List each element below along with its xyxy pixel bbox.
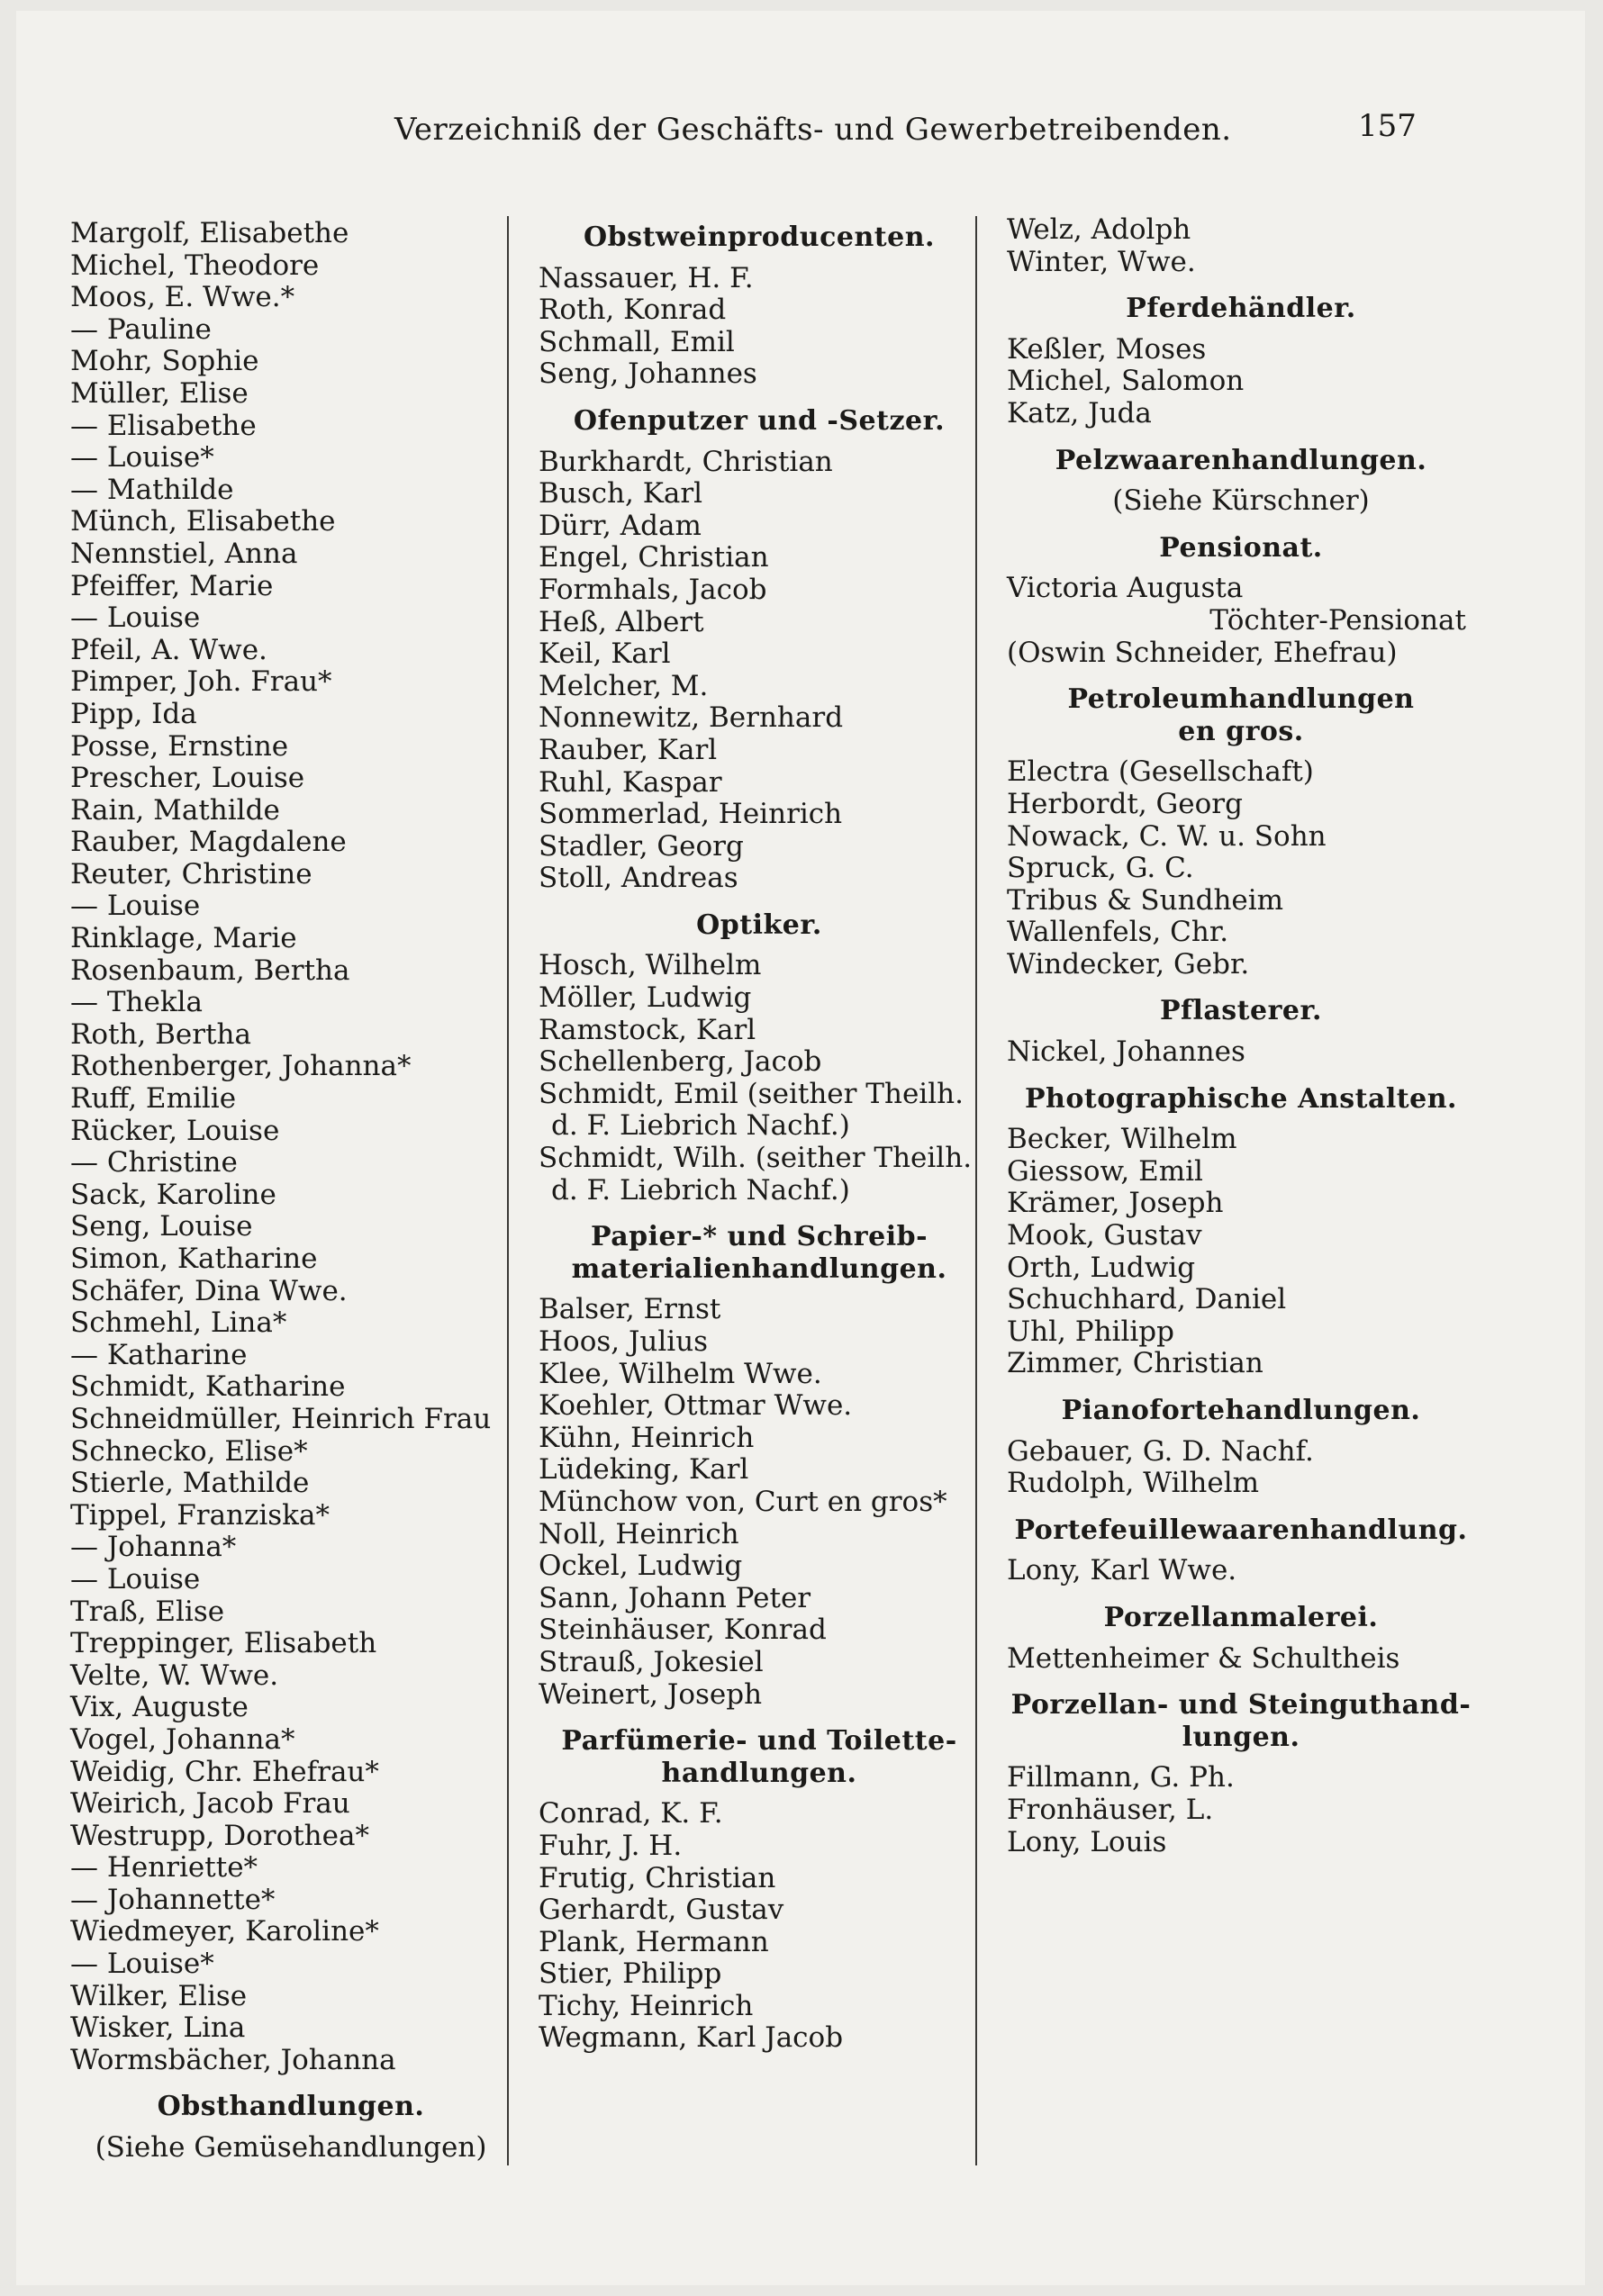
- list-item: Vogel, Johanna*: [70, 1722, 295, 1756]
- section-heading-line: Petroleumhandlungen: [1067, 683, 1415, 716]
- list-item: Möller, Ludwig: [539, 981, 752, 1015]
- name-list: [1007, 1643, 1475, 1676]
- section-heading: Pflasterer.: [1159, 995, 1323, 1027]
- list-item: Prescher, Louise: [70, 762, 305, 795]
- list-item: Treppinger, Elisabeth: [70, 1627, 377, 1660]
- list-item: Sommerlad, Heinrich: [539, 798, 843, 831]
- list-item: Steinhäuser, Konrad: [539, 1614, 827, 1647]
- list-item: — Louise*: [70, 1948, 214, 1981]
- list-item: Plank, Hermann: [539, 1925, 769, 1958]
- list-item: Krämer, Joseph: [1007, 1187, 1224, 1220]
- list-item: Seng, Johannes: [539, 357, 757, 391]
- list-item: — Pauline: [70, 312, 212, 346]
- list-item: Schmall, Emil: [539, 325, 735, 358]
- list-item: Rothenberger, Johanna*: [70, 1050, 412, 1083]
- list-item: Fronhäuser, L.: [1007, 1793, 1214, 1826]
- section-heading: [539, 1221, 980, 1285]
- list-item: Rudolph, Wilhelm: [1007, 1467, 1260, 1500]
- list-item: Wormsbächer, Johanna: [70, 2043, 396, 2076]
- section-heading-line: materialienhandlungen.: [571, 1252, 947, 1285]
- list-item: Katz, Juda: [1007, 396, 1152, 429]
- list-item: Reuter, Christine: [70, 857, 312, 890]
- list-item: Keßler, Moses: [1007, 332, 1207, 366]
- list-item-continuation: (Oswin Schneider, Ehefrau): [1007, 636, 1398, 669]
- section-heading: Obsthandlungen.: [157, 2091, 425, 2123]
- name-list: [539, 263, 980, 391]
- list-item: Lüdeking, Karl: [539, 1453, 749, 1487]
- section-heading-line: Porzellan- und Steinguthand-: [1010, 1689, 1472, 1722]
- list-item: Pfeiffer, Marie: [70, 569, 274, 602]
- list-item: Velte, W. Wwe.: [70, 1659, 279, 1692]
- list-item: Rain, Mathilde: [70, 793, 280, 827]
- list-item: Rauber, Magdalene: [70, 826, 347, 859]
- list-item: Münch, Elisabethe: [70, 505, 336, 538]
- section-heading: [1007, 1689, 1475, 1753]
- list-item: Wegmann, Karl Jacob: [539, 2021, 844, 2055]
- section-heading: Obstweinproducenten.: [584, 221, 935, 253]
- section-heading: [539, 1725, 980, 1789]
- column-2: [539, 214, 980, 2055]
- list-item: Hoos, Julius: [539, 1325, 709, 1358]
- list-item: Weinert, Joseph: [539, 1677, 763, 1711]
- list-item: Koehler, Ottmar Wwe.: [539, 1389, 853, 1423]
- list-item: Schäfer, Dina Wwe.: [70, 1274, 348, 1307]
- list-item: Rinklage, Marie: [70, 922, 297, 955]
- list-item: Giessow, Emil: [1007, 1154, 1203, 1188]
- list-item: — Elisabethe: [70, 409, 257, 442]
- list-item: Schmidt, Emil (seither Theilh.: [539, 1077, 964, 1110]
- list-item: Rauber, Karl: [539, 733, 718, 766]
- list-item: Noll, Heinrich: [539, 1517, 739, 1550]
- list-item: Margolf, Elisabethe: [70, 217, 349, 249]
- list-item: Vix, Auguste: [70, 1691, 249, 1724]
- list-item: — Louise: [70, 601, 201, 635]
- list-item: Heß, Albert: [539, 605, 704, 638]
- name-list: [539, 1294, 980, 1711]
- name-list: [1007, 1436, 1475, 1500]
- list-item-continuation: d. F. Liebrich Nachf.): [551, 1109, 850, 1143]
- list-item: Engel, Christian: [539, 541, 769, 574]
- list-item: Ockel, Ludwig: [539, 1550, 743, 1583]
- list-item: Lony, Louis: [1007, 1825, 1167, 1858]
- list-item: Wallenfels, Chr.: [1007, 916, 1229, 949]
- list-item: Nennstiel, Anna: [70, 537, 298, 570]
- list-item: Posse, Ernstine: [70, 729, 289, 763]
- list-item: Kühn, Heinrich: [539, 1421, 755, 1454]
- section-heading: Optiker.: [696, 908, 822, 941]
- list-item: Michel, Salomon: [1007, 365, 1245, 398]
- list-item: Conrad, K. F.: [539, 1797, 723, 1830]
- page: [16, 11, 1585, 2285]
- list-item: Westrupp, Dorothea*: [70, 1819, 369, 1852]
- name-list: [539, 447, 980, 895]
- list-item: Wiedmeyer, Karoline*: [70, 1915, 379, 1948]
- list-item: — Katharine: [70, 1338, 248, 1371]
- list-item: Schneidmüller, Heinrich Frau: [70, 1402, 492, 1435]
- list-item: Lony, Karl Wwe.: [1007, 1554, 1237, 1587]
- list-item: Windecker, Gebr.: [1007, 947, 1250, 981]
- section-heading: Photographische Anstalten.: [1024, 1082, 1458, 1115]
- name-list: [1007, 756, 1475, 981]
- list-item: Traß, Elise: [70, 1595, 225, 1628]
- list-item: Roth, Bertha: [70, 1017, 251, 1051]
- name-list: [1007, 1036, 1475, 1069]
- list-item: Nonnewitz, Bernhard: [539, 701, 844, 735]
- list-item: Victoria Augusta: [1007, 572, 1244, 605]
- section-heading-line: handlungen.: [661, 1757, 857, 1789]
- list-item: Michel, Theodore: [70, 249, 320, 282]
- section-heading-line: lungen.: [1182, 1721, 1300, 1753]
- list-item: Uhl, Philipp: [1007, 1315, 1174, 1348]
- list-item: Herbordt, Georg: [1007, 787, 1243, 820]
- section-heading: [1007, 683, 1475, 747]
- list-item: Burkhardt, Christian: [539, 445, 833, 478]
- list-item: Stierle, Mathilde: [70, 1467, 310, 1500]
- list-item: Nickel, Johannes: [1007, 1035, 1245, 1069]
- list-item: Welz, Adolph: [1007, 213, 1191, 246]
- list-item: Stier, Philipp: [539, 1957, 722, 1991]
- list-item: Melcher, M.: [539, 669, 709, 702]
- list-item-continuation: Töchter-Pensionat: [1209, 603, 1466, 637]
- list-item: Simon, Katharine: [70, 1243, 318, 1275]
- list-item: Schellenberg, Jacob: [539, 1045, 822, 1079]
- name-list: [1007, 1762, 1475, 1858]
- list-item: Nowack, C. W. u. Sohn: [1007, 819, 1327, 853]
- list-item: Wilker, Elise: [70, 1979, 248, 2012]
- section-heading: Pferdehändler.: [1126, 293, 1356, 325]
- name-list: [1007, 1124, 1475, 1380]
- section-heading: Ofenputzer und -Setzer.: [573, 404, 946, 437]
- list-item: Gebauer, G. D. Nachf.: [1007, 1434, 1314, 1468]
- list-item: Mook, Gustav: [1007, 1219, 1202, 1252]
- list-item: Sann, Johann Peter: [539, 1581, 811, 1614]
- list-item: — Johannette*: [70, 1883, 276, 1916]
- list-item: Pfeil, A. Wwe.: [70, 633, 267, 666]
- list-item: Schuchhard, Daniel: [1007, 1283, 1287, 1316]
- list-item: Müller, Elise: [70, 376, 249, 410]
- list-item: Dürr, Adam: [539, 509, 702, 542]
- list-item: Weidig, Chr. Ehefrau*: [70, 1755, 379, 1788]
- name-list: [70, 218, 512, 2076]
- list-item: Mohr, Sophie: [70, 345, 259, 378]
- list-item: Winter, Wwe.: [1007, 245, 1196, 278]
- list-item: Zimmer, Christian: [1007, 1347, 1263, 1380]
- list-item: — Louise: [70, 1562, 201, 1595]
- section-heading: Porzellanmalerei.: [1103, 1601, 1379, 1633]
- list-item: Schnecko, Elise*: [70, 1434, 308, 1468]
- list-item: Schmidt, Wilh. (seither Theilh.: [539, 1142, 973, 1175]
- name-list: [539, 950, 980, 1078]
- list-item: Tichy, Heinrich: [539, 1989, 754, 2022]
- list-item: Mettenheimer & Schultheis: [1007, 1641, 1400, 1675]
- list-item: Klee, Wilhelm Wwe.: [539, 1357, 822, 1390]
- section-heading: Pianofortehandlungen.: [1061, 1395, 1421, 1426]
- section-heading: Portefeuillewaarenhandlung.: [1014, 1514, 1468, 1546]
- list-item: — Mathilde: [70, 473, 234, 506]
- page-header-title: Verzeichniß der Geschäfts- und Gewerbetreibenden.: [394, 112, 1232, 148]
- list-item: Stadler, Georg: [539, 829, 744, 863]
- section-note: (Siehe Kürschner): [1112, 484, 1370, 518]
- list-item: Rosenbaum, Bertha: [70, 954, 350, 987]
- list-item: — Thekla: [70, 986, 204, 1019]
- list-item: Weirich, Jacob Frau: [70, 1787, 350, 1821]
- list-item: Formhals, Jacob: [539, 573, 767, 606]
- section-heading-line: Parfümerie- und Toilette-: [561, 1725, 957, 1758]
- list-item: Ramstock, Karl: [539, 1013, 756, 1046]
- list-item: Sack, Karoline: [70, 1178, 276, 1211]
- list-item: Stoll, Andreas: [539, 862, 738, 895]
- section-heading-line: en gros.: [1178, 715, 1304, 747]
- list-item: Pipp, Ida: [70, 697, 197, 730]
- list-item: Fuhr, J. H.: [539, 1829, 683, 1862]
- list-item: Strauß, Jokesiel: [539, 1645, 764, 1678]
- list-item: — Louise*: [70, 441, 214, 475]
- page-number: 157: [1358, 108, 1417, 144]
- section-heading: Pelzwaarenhandlungen.: [1055, 444, 1427, 476]
- list-item: Gerhardt, Gustav: [539, 1894, 784, 1927]
- list-item: Spruck, G. C.: [1007, 852, 1194, 885]
- list-item: Hosch, Wilhelm: [539, 949, 762, 982]
- list-item: Electra (Gesellschaft): [1007, 755, 1314, 789]
- list-item: Seng, Louise: [70, 1210, 253, 1243]
- list-item: Busch, Karl: [539, 477, 703, 511]
- list-item: — Henriette*: [70, 1851, 258, 1885]
- list-item: Nassauer, H. F.: [539, 261, 754, 294]
- list-item: Ruff, Emilie: [70, 1082, 237, 1116]
- list-item: Münchow von, Curt en gros*: [539, 1485, 947, 1518]
- list-item: Schmehl, Lina*: [70, 1306, 287, 1340]
- list-item-continuation: d. F. Liebrich Nachf.): [551, 1173, 850, 1207]
- list-item: Orth, Ludwig: [1007, 1251, 1196, 1284]
- column-1: [70, 218, 512, 2165]
- list-item: Keil, Karl: [539, 637, 671, 671]
- list-item: Rücker, Louise: [70, 1114, 280, 1147]
- column-3: [1007, 214, 1475, 1858]
- section-heading: Pensionat.: [1159, 531, 1323, 564]
- list-item: Frutig, Christian: [539, 1861, 776, 1894]
- list-item: Ruhl, Kaspar: [539, 765, 722, 799]
- list-item: Balser, Ernst: [539, 1293, 721, 1326]
- list-item: — Christine: [70, 1146, 238, 1180]
- list-item: Pimper, Joh. Frau*: [70, 665, 332, 699]
- list-item: Wisker, Lina: [70, 2011, 246, 2045]
- name-list: [1007, 334, 1475, 430]
- list-item: Becker, Wilhelm: [1007, 1123, 1237, 1156]
- list-item: Tippel, Franziska*: [70, 1498, 330, 1532]
- list-item: Tribus & Sundheim: [1007, 883, 1284, 917]
- section-note: (Siehe Gemüsehandlungen): [95, 2131, 487, 2165]
- list-item: Fillmann, G. Ph.: [1007, 1761, 1235, 1794]
- name-list: [539, 1798, 980, 2055]
- list-item: — Johanna*: [70, 1531, 237, 1564]
- list-item: — Louise: [70, 890, 201, 923]
- name-list: [1007, 1555, 1475, 1587]
- section-heading-line: Papier-* und Schreib-: [590, 1221, 928, 1253]
- list-item: Moos, E. Wwe.*: [70, 281, 295, 314]
- name-list: [1007, 214, 1475, 278]
- list-item: Roth, Konrad: [539, 294, 727, 327]
- list-item: Schmidt, Katharine: [70, 1370, 346, 1404]
